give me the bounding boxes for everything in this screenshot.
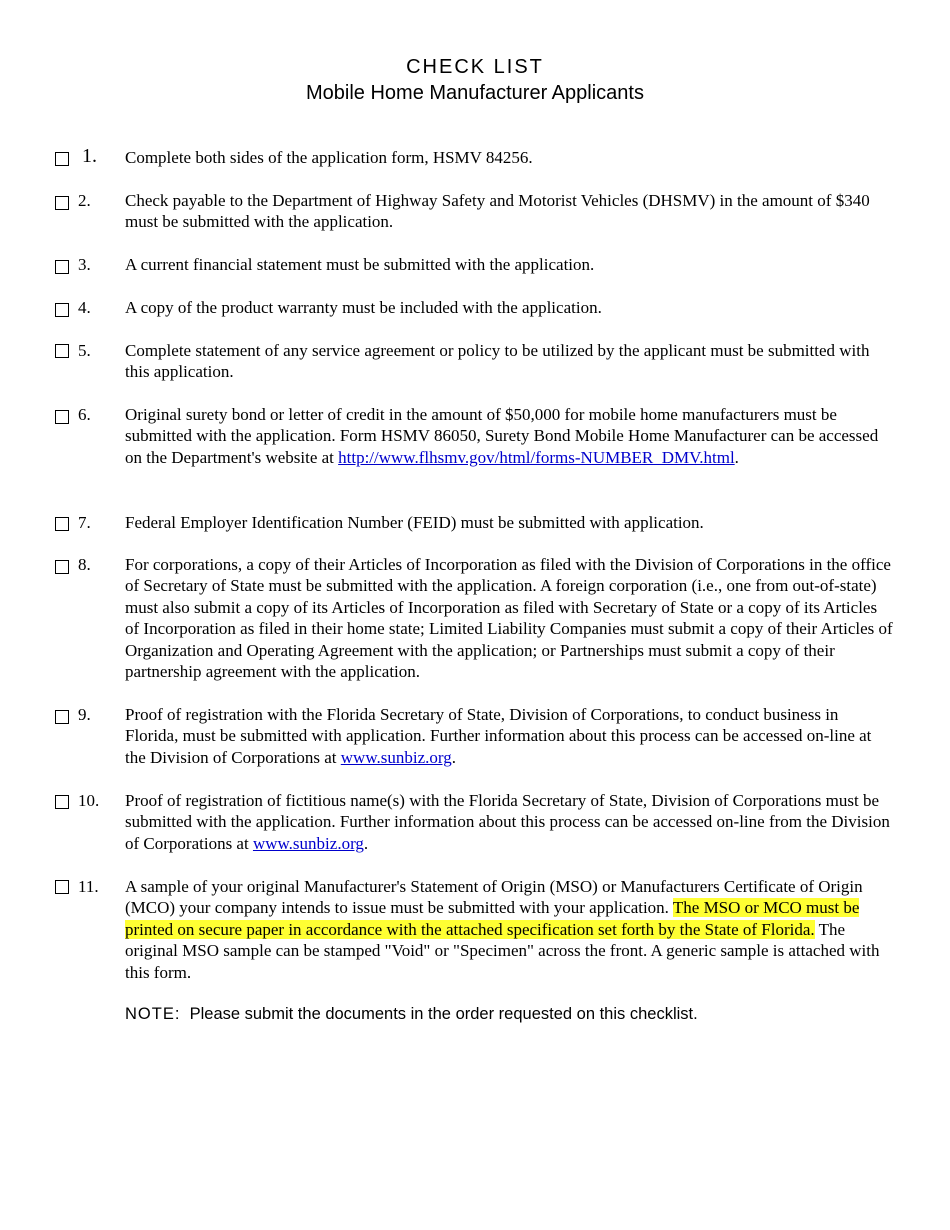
item-number: 5. xyxy=(78,341,91,360)
note-text: Please submit the documents in the order requested on this checklist. xyxy=(180,1005,698,1023)
checkbox-item-7[interactable] xyxy=(55,517,69,531)
item-number: 2. xyxy=(78,191,91,210)
item-text: A copy of the product warranty must be included with the application. xyxy=(125,298,602,317)
item-text: For corporations, a copy of their Articles of Incorporation as filed with the Division of Corporations in the office of Secretary of State must be submitted with the application. A foreign corporation (i.e., one from out-of-state) must also submit a copy of its Articles of Incorporation as filed with Secretary of State or a copy of its Articles of Incorporation as filed in their home state; Limited Liability Companies must submit a copy of their Articles of Organization and Operating Agreement with the application; or Partnerships must submit a copy of their partnership agreement with the application. xyxy=(125,555,893,682)
item-number: 3. xyxy=(78,255,91,274)
item-text-end: . xyxy=(734,447,739,467)
sunbiz-link[interactable]: www.sunbiz.org xyxy=(340,747,452,767)
item-text-body: A sample of your original Manufacturer's Statement of Origin (MSO) or Manufacturers Certificate of Origin (MCO) your company intends to issue must be submitted with your application. xyxy=(125,877,863,918)
forms-link[interactable]: http://www.flhsmv.gov/html/forms-NUMBER_DMV.html xyxy=(338,447,735,467)
checkbox-item-3[interactable] xyxy=(55,260,69,274)
item-text: Check payable to the Department of Highway Safety and Motorist Vehicles (DHSMV) in the amount of $340 must be submitted with the application. xyxy=(125,191,870,232)
item-text-end: . xyxy=(363,833,369,853)
item-text-body: Proof of registration with the Florida Secretary of State, Division of Corporations, to conduct business in Florida, must be submitted with application. Further information about this process can be accessed on-line at the Division of Corporations at xyxy=(125,705,872,767)
highlighted-requirement: The MSO or MCO must be printed on secure paper in accordance with the attached specification set forth by the State of Florida. xyxy=(125,898,860,939)
checkbox-item-4[interactable] xyxy=(55,303,69,317)
note-label: NOTE: xyxy=(125,1005,181,1023)
page-subtitle: Mobile Home Manufacturer Applicants xyxy=(306,82,644,104)
item-number: 8. xyxy=(78,555,91,574)
item-text: A current financial statement must be submitted with the application. xyxy=(125,255,595,274)
item-text xyxy=(125,404,895,468)
item-text-body: Original surety bond or letter of credit in the amount of $50,000 for mobile home manufacturers must be submitted with the application. Form HSMV 86050, Surety Bond Mobile Home Manufacturer can be accessed on the Department's website at xyxy=(125,405,879,467)
note xyxy=(125,1003,905,1025)
item-text xyxy=(125,790,895,854)
item-text: Federal Employer Identification Number (FEID) must be submitted with application. xyxy=(125,513,704,532)
checkbox-item-9[interactable] xyxy=(55,710,69,724)
checkbox-item-2[interactable] xyxy=(55,196,69,210)
item-text: Complete both sides of the application form, HSMV 84256. xyxy=(125,148,533,167)
item-number: 9. xyxy=(78,705,91,724)
item-text xyxy=(125,876,895,983)
item-text-end: . xyxy=(451,747,456,767)
page-title: CHECK LIST xyxy=(406,56,544,78)
checkbox-item-6[interactable] xyxy=(55,410,69,424)
document-header xyxy=(0,54,950,106)
checkbox-item-10[interactable] xyxy=(55,795,69,809)
item-number: 7. xyxy=(78,513,91,532)
item-text: Complete statement of any service agreement or policy to be utilized by the applicant must be submitted with this application. xyxy=(125,341,870,382)
checkbox-item-1[interactable] xyxy=(55,152,69,166)
item-number: 10. xyxy=(78,791,100,810)
checkbox-item-5[interactable] xyxy=(55,344,69,358)
item-text-body: Proof of registration of fictitious name(s) with the Florida Secretary of State, Division of Corporations must be submitted with the application. Further information about this process can be accessed on-line from the Division of Corporations at xyxy=(125,791,890,853)
item-number: 6. xyxy=(78,405,91,424)
checkbox-item-11[interactable] xyxy=(55,880,69,894)
item-number: 11. xyxy=(78,877,99,896)
item-text xyxy=(125,704,895,768)
checkbox-item-8[interactable] xyxy=(55,560,69,574)
item-text-end: The original MSO sample can be stamped "Void" or "Specimen" across the front. A generic sample is attached with this form. xyxy=(125,919,880,982)
sunbiz-link[interactable]: www.sunbiz.org xyxy=(252,833,364,853)
item-number: 1. xyxy=(82,145,97,167)
item-number: 4. xyxy=(78,298,91,317)
